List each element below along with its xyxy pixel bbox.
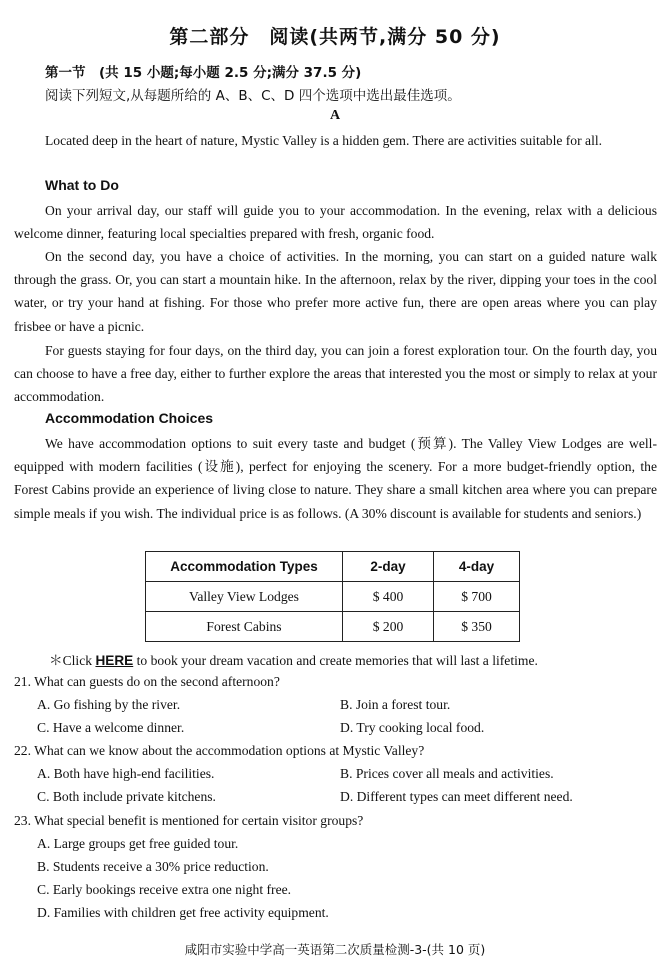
price-table [145,551,520,642]
booking-line [49,649,538,669]
passage-label: A [329,108,341,123]
question-stem: 21. What can guests do on the second afternoon? [14,674,280,689]
instruction-text: 阅读下列短文,从每题所给的 A、B、C、D 四个选项中选出最佳选项。 [45,88,461,104]
table-header-row [146,552,520,582]
section-heading: 第一节 (共 15 小题;每小题 2.5 分;满分 37.5 分) [45,65,362,81]
table-row [146,612,520,642]
four-day-paragraph: For guests staying for four days, on the third day, you can join a forest exploration tour. On the fourth day, you can choose to have a free day, either to further explore the areas that interested you the most or simply to relax at your accommodation. [14,343,657,405]
what-to-do-heading: What to Do [45,177,119,193]
accommodation-heading: Accommodation Choices [45,410,214,426]
booking-suffix: to book your dream vacation and create memories that will last a lifetime. [133,653,538,668]
answer-option: B. Prices cover all meals and activities. [340,766,554,781]
table-row [146,582,520,612]
booking-link[interactable]: HERE [95,653,134,668]
answer-option: A. Both have high-end facilities. [37,766,215,781]
table-header: Accommodation Types [146,552,343,582]
table-cell: $ 350 [434,612,520,642]
answer-option: B. Students receive a 30% price reduction. [37,859,269,874]
intro-paragraph: Located deep in the heart of nature, Mystic Valley is a hidden gem. There are activities suitable for all. [45,133,603,148]
table-cell: $ 200 [343,612,434,642]
table-cell: $ 400 [343,582,434,612]
page-title: 第二部分 阅读(共两节,满分 50 分) [169,26,501,48]
table-cell: Forest Cabins [146,612,343,642]
table-header: 4-day [434,552,520,582]
table-cell: Valley View Lodges [146,582,343,612]
second-day-paragraph: On the second day, you have a choice of activities. In the morning, you can start on a guided nature walk through the grass. Or, you can start a mountain hike. In the afternoon, relax by the river, dipping your toes in the cool water, or try your hand at fishing. For those who prefer more active fun, there are open areas where you can play frisbee or have a picnic. [14,249,657,334]
answer-option: C. Both include private kitchens. [37,789,216,804]
booking-prefix: ＊Click [49,653,96,668]
accommodation-paragraph: We have accommodation options to suit every taste and budget (预算). The Valley View Lodges are well-equipped with modern facilities (设施), perfect for enjoying the scenery. For a more budget-friendly option, the Forest Cabins provide an experience of living close to nature. They share a small kitchen area where you can prepare simple meals if you wish. The individual price is as follows. (A 30% discount is available for students and seniors.) [14,436,657,521]
answer-option: B. Join a forest tour. [340,697,451,712]
question-stem: 23. What special benefit is mentioned for certain visitor groups? [14,813,364,828]
answer-option: D. Families with children get free activity equipment. [37,905,329,920]
table-cell: $ 700 [434,582,520,612]
question-stem: 22. What can we know about the accommodation options at Mystic Valley? [14,743,425,758]
answer-option: C. Have a welcome dinner. [37,720,185,735]
arrival-paragraph: On your arrival day, our staff will guide you to your accommodation. In the evening, relax with a delicious welcome dinner, featuring local specialties prepared with fresh, organic food. [14,203,657,242]
answer-option: C. Early bookings receive extra one night free. [37,882,292,897]
answer-option: A. Large groups get free guided tour. [37,836,239,851]
answer-option: D. Try cooking local food. [340,720,485,735]
page-footer: 咸阳市实验中学高一英语第二次质量检测-3-(共 10 页) [184,942,486,957]
answer-option: D. Different types can meet different need. [340,789,573,804]
answer-option: A. Go fishing by the river. [37,697,181,712]
table-header: 2-day [343,552,434,582]
